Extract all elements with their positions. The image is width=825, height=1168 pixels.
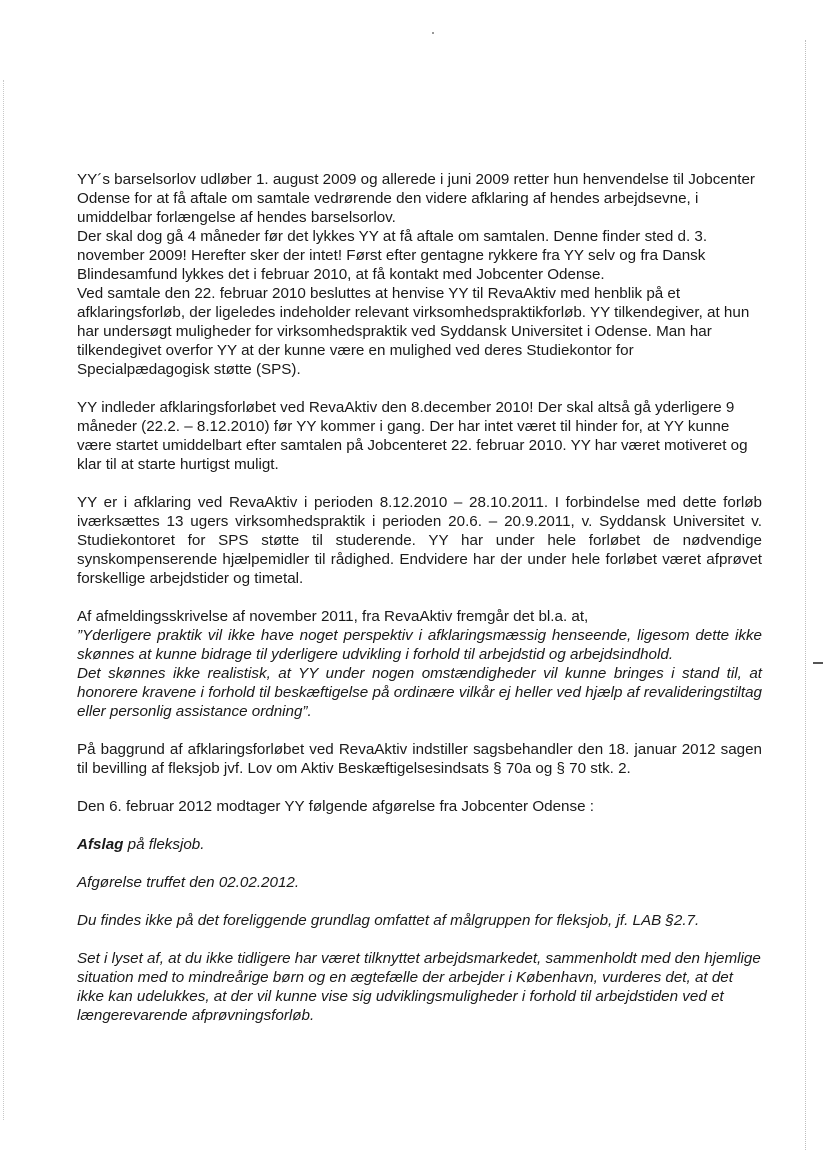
- deregistration-intro: Af afmeldingsskrivelse af november 2011, fra RevaAktiv fremgår det bl.a. at,: [77, 608, 589, 625]
- scan-dot: [432, 32, 434, 34]
- margin-mark: [813, 662, 823, 664]
- paragraph-maternity-leave: YY´s barselsorlov udløber 1. august 2009 og allerede i juni 2009 retter hun henvendelse til Jobcenter Odense for at få aftale om samtale vedrørende den videre afklaring af hendes arbejdsevne, i umiddelbar forlængelse af hendes barselsorlov.: [77, 171, 755, 226]
- scan-edge-left: [3, 80, 5, 1120]
- paragraph-recommendation: På baggrund af afklaringsforløbet ved RevaAktiv indstiller sagsbehandler den 18. januar 2012 sagen til bevilling af fleksjob jvf. Lov om Aktiv Beskæftigelsesindsats § 70a og § 70 stk. 2.: [77, 741, 762, 777]
- paragraph-deregistration: [77, 607, 762, 721]
- decision-bold: Afslag: [77, 836, 124, 853]
- document-body: [77, 170, 762, 1044]
- decision-reason: Du findes ikke på det foreliggende grundlag omfattet af målgruppen for fleksjob, jf. LAB §2.7.: [77, 912, 700, 929]
- paragraph-waiting-time: Der skal dog gå 4 måneder før det lykkes YY at få aftale om samtalen. Denne finder sted d. 3. november 2009! Herefter sker der intet! Først efter gentagne rykkere fra YY selv og fra Dansk Blindesamfund lykkes det i februar 2010, at få kontakt med Jobcenter Odense.: [77, 228, 708, 283]
- decision-rest: på fleksjob.: [123, 836, 205, 853]
- paragraph-decision-received: Den 6. februar 2012 modtager YY følgende afgørelse fra Jobcenter Odense :: [77, 798, 594, 815]
- deregistration-quote-2: Det skønnes ikke realistisk, at YY under nogen omstændigheder vil kunne bringes i stand til, at honorere kravene i forhold til beskæftigelse på ordinære vilkår ej heller ved hjælp af revalideringstiltag eller personlig assistance ordning”.: [77, 665, 762, 720]
- decision-date: Afgørelse truffet den 02.02.2012.: [77, 874, 300, 891]
- deregistration-quote-1: ”Yderligere praktik vil ikke have noget perspektiv i afklaringsmæssig henseende, ligesom dette ikke skønnes at kunne bidrage til yderligere udvikling i forhold til arbejdstid og arbejdsindhold.: [77, 627, 762, 663]
- decision-heading: [77, 835, 762, 854]
- paragraph-start-clarification: YY indleder afklaringsforløbet ved RevaAktiv den 8.december 2010! Der skal altså gå yderligere 9 måneder (22.2. – 8.12.2010) før YY kommer i gang. Der har intet været til hinder for, at YY kunne være startet umiddelbart efter samtalen på Jobcenteret 22. februar 2010. YY har været motiveret og klar til at starte hurtigst muligt.: [77, 399, 748, 473]
- paragraph-meeting: Ved samtale den 22. februar 2010 besluttes at henvise YY til RevaAktiv med henblik på et afklaringsforløb, der ligeledes indeholder relevant virksomhedspraktikforløb. YY tilkendegiver, at hun har undersøgt muligheder for virksomhedspraktik ved Syddansk Universitet i Odense. Man har tilkendegivet overfor YY at der kunne være en mulighed ved deres Studiekontor for Specialpædagogisk støtte (SPS).: [77, 285, 750, 378]
- paragraph-clarification-period: YY er i afklaring ved RevaAktiv i perioden 8.12.2010 – 28.10.2011. I forbindelse med dette forløb iværksættes 13 ugers virksomhedspraktik i perioden 20.6. – 20.9.2011, v. Syddansk Universitet v. Studiekontoret for SPS støtte til studerende. YY har under hele forløbet de nødvendige synskompenserende hjælpemidler til rådighed. Endvidere har der under hele forløbet været afprøvet forskellige arbejdstider og timetal.: [77, 494, 762, 587]
- decision-assessment: Set i lyset af, at du ikke tidligere har været tilknyttet arbejdsmarkedet, sammenholdt med den hjemlige situation med to mindreårige børn og en ægtefælle der arbejder i København, vurderes det, at det ikke kan udelukkes, at der vil kunne vise sig udviklingsmuligheder i forhold til arbejdstiden ved et længerevarende afprøvningsforløb.: [77, 950, 761, 1024]
- scan-edge-right: [805, 40, 807, 1150]
